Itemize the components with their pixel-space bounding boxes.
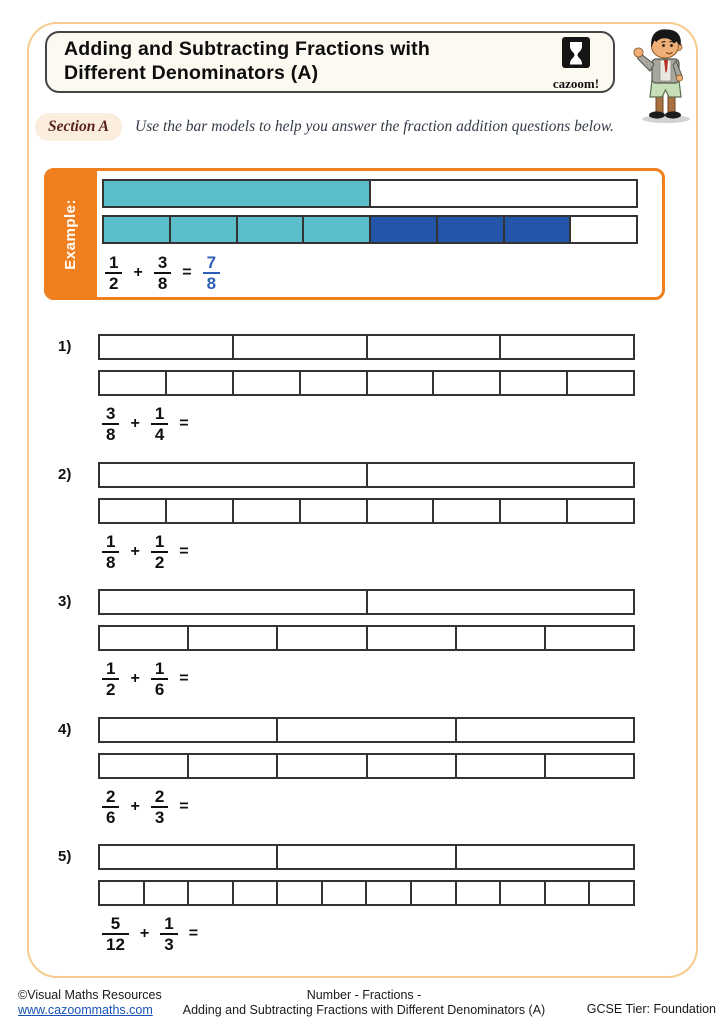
bar-segment-white bbox=[278, 719, 456, 741]
question-bar-bottom bbox=[98, 753, 635, 779]
bar-segment-white bbox=[371, 181, 636, 206]
equals-sign: = bbox=[179, 543, 189, 561]
question-bar-top bbox=[98, 334, 635, 360]
bar-segment-white bbox=[501, 500, 568, 522]
numerator: 5 bbox=[110, 914, 121, 933]
bar-segment-white bbox=[189, 627, 278, 649]
denominator: 2 bbox=[105, 272, 122, 293]
numerator: 7 bbox=[206, 253, 217, 272]
question-bar-top bbox=[98, 844, 635, 870]
bar-segment-white bbox=[100, 464, 368, 486]
section-label: Section A bbox=[35, 113, 122, 141]
denominator: 3 bbox=[160, 933, 177, 954]
logo-wordmark: cazoom! bbox=[552, 76, 600, 91]
bar-segment-white bbox=[568, 500, 633, 522]
footer-topic-line1: Number - Fractions - bbox=[306, 988, 422, 1002]
numerator: 2 bbox=[106, 787, 116, 806]
footer-left bbox=[18, 988, 162, 1019]
fraction-second bbox=[160, 914, 177, 954]
bar-segment-white bbox=[100, 882, 145, 904]
plus-operator: + bbox=[130, 415, 140, 433]
bar-segment-teal bbox=[104, 217, 171, 242]
fraction-second bbox=[151, 659, 168, 699]
equals-sign: = bbox=[188, 925, 199, 943]
fraction-equation bbox=[102, 404, 189, 444]
bar-segment-white bbox=[145, 882, 190, 904]
question-number: 1) bbox=[58, 338, 72, 355]
equals-sign: = bbox=[179, 798, 189, 816]
example-equation bbox=[105, 253, 220, 293]
example-box bbox=[44, 168, 665, 300]
question-2 bbox=[58, 462, 638, 580]
example-tab bbox=[44, 168, 97, 300]
bar-segment-white bbox=[457, 755, 546, 777]
bar-segment-white bbox=[590, 882, 633, 904]
fraction-equation bbox=[102, 659, 189, 699]
bar-segment-white bbox=[189, 755, 278, 777]
numerator: 1 bbox=[154, 404, 165, 423]
denominator: 8 bbox=[102, 551, 119, 572]
footer-topic-line2: Adding and Subtracting Fractions with Different Denominators (A) bbox=[182, 1003, 546, 1018]
question-number: 5) bbox=[58, 848, 72, 865]
denominator: 6 bbox=[151, 678, 168, 699]
fraction-second bbox=[151, 787, 168, 827]
bar-segment-teal bbox=[238, 217, 305, 242]
bar-segment-white bbox=[571, 217, 636, 242]
bar-segment-white bbox=[278, 846, 456, 868]
bar-segment-white bbox=[100, 719, 278, 741]
numerator: 3 bbox=[106, 404, 116, 423]
bar-segment-white bbox=[501, 336, 633, 358]
school-boy-mascot bbox=[626, 28, 698, 124]
fraction-first bbox=[102, 404, 119, 444]
bar-segment-white bbox=[100, 846, 278, 868]
question-bar-bottom bbox=[98, 498, 635, 524]
bar-segment-white bbox=[457, 719, 633, 741]
section-instruction: Use the bar models to help you answer the fraction addition questions below. bbox=[135, 118, 614, 135]
question-bar-top bbox=[98, 717, 635, 743]
bar-segment-white bbox=[368, 336, 502, 358]
bar-segment-teal bbox=[171, 217, 238, 242]
fraction-first bbox=[102, 532, 119, 572]
denominator: 4 bbox=[151, 423, 168, 444]
bar-segment-blue bbox=[438, 217, 505, 242]
question-bar-bottom bbox=[98, 370, 635, 396]
bar-segment-white bbox=[434, 372, 501, 394]
question-bar-top bbox=[98, 462, 635, 488]
hourglass-icon bbox=[559, 37, 593, 73]
plus-operator: + bbox=[139, 925, 150, 943]
fraction-second bbox=[151, 404, 168, 444]
bar-segment-white bbox=[100, 500, 167, 522]
bar-segment-white bbox=[368, 372, 435, 394]
bar-segment-white bbox=[501, 372, 568, 394]
numerator: 1 bbox=[154, 532, 165, 551]
numerator: 2 bbox=[154, 787, 165, 806]
bar-segment-white bbox=[368, 464, 634, 486]
denominator: 2 bbox=[151, 551, 168, 572]
answer-fraction bbox=[203, 253, 220, 293]
fraction-first bbox=[102, 659, 119, 699]
numerator: 1 bbox=[164, 914, 174, 933]
question-number: 2) bbox=[58, 466, 72, 483]
bar-segment-white bbox=[368, 591, 634, 613]
bar-segment-white bbox=[234, 882, 279, 904]
equals-sign: = bbox=[179, 670, 189, 688]
section-header bbox=[35, 113, 614, 141]
fraction-second bbox=[154, 253, 171, 293]
bar-segment-white bbox=[501, 882, 546, 904]
example-bar-bottom bbox=[102, 215, 638, 244]
denominator: 12 bbox=[102, 933, 129, 954]
question-number: 3) bbox=[58, 593, 72, 610]
numerator: 3 bbox=[157, 253, 168, 272]
tier-label: GCSE Tier: Foundation bbox=[586, 1002, 716, 1016]
question-bar-top bbox=[98, 589, 635, 615]
bar-segment-white bbox=[234, 336, 368, 358]
bar-segment-white bbox=[301, 500, 368, 522]
page-title-line1: Adding and Subtracting Fractions with bbox=[64, 38, 430, 61]
bar-segment-white bbox=[278, 882, 323, 904]
plus-operator: + bbox=[130, 670, 140, 688]
bar-segment-blue bbox=[505, 217, 572, 242]
question-bar-bottom bbox=[98, 880, 635, 906]
plus-operator: + bbox=[130, 798, 140, 816]
bar-segment-white bbox=[234, 372, 301, 394]
numerator: 1 bbox=[154, 659, 165, 678]
question-4 bbox=[58, 717, 638, 835]
bar-segment-white bbox=[367, 882, 412, 904]
bar-segment-white bbox=[546, 755, 633, 777]
bar-segment-white bbox=[100, 591, 368, 613]
equals-sign: = bbox=[179, 415, 189, 433]
bar-segment-white bbox=[234, 500, 301, 522]
bar-segment-teal bbox=[104, 181, 371, 206]
question-5 bbox=[58, 844, 638, 962]
bar-segment-white bbox=[368, 627, 457, 649]
plus-operator: + bbox=[133, 264, 143, 282]
bar-segment-blue bbox=[371, 217, 438, 242]
denominator: 8 bbox=[203, 272, 220, 293]
question-1 bbox=[58, 334, 638, 452]
page-title-line2: Different Denominators (A) bbox=[64, 62, 319, 84]
fraction-first bbox=[102, 914, 129, 954]
question-bar-bottom bbox=[98, 625, 635, 651]
numerator: 1 bbox=[106, 532, 116, 551]
question-3 bbox=[58, 589, 638, 707]
copyright-text: ©Visual Maths Resources bbox=[18, 988, 162, 1002]
bar-segment-white bbox=[323, 882, 368, 904]
bar-segment-white bbox=[189, 882, 234, 904]
bar-segment-white bbox=[167, 372, 234, 394]
numerator: 1 bbox=[106, 659, 116, 678]
bar-segment-white bbox=[457, 882, 502, 904]
example-tab-label: Example: bbox=[62, 198, 79, 270]
bar-segment-white bbox=[278, 627, 367, 649]
bar-segment-white bbox=[457, 846, 633, 868]
bar-segment-white bbox=[278, 755, 367, 777]
bar-segment-white bbox=[167, 500, 234, 522]
fraction-equation bbox=[102, 914, 198, 954]
fraction-first bbox=[105, 253, 122, 293]
denominator: 3 bbox=[151, 806, 168, 827]
website-link[interactable]: www.cazoommaths.com bbox=[18, 1003, 153, 1018]
bar-segment-white bbox=[368, 500, 435, 522]
bar-segment-white bbox=[412, 882, 457, 904]
bar-segment-white bbox=[368, 755, 457, 777]
bar-segment-white bbox=[546, 627, 633, 649]
bar-segment-white bbox=[568, 372, 633, 394]
worksheet-title-box bbox=[45, 31, 615, 93]
cazoom-logo bbox=[549, 37, 603, 92]
bar-segment-white bbox=[100, 627, 189, 649]
denominator: 8 bbox=[102, 423, 119, 444]
bar-segment-white bbox=[546, 882, 591, 904]
equals-sign: = bbox=[182, 264, 192, 282]
fraction-equation bbox=[102, 787, 189, 827]
numerator: 1 bbox=[109, 253, 119, 272]
footer-center bbox=[168, 988, 560, 1019]
example-bar-top bbox=[102, 179, 638, 208]
bar-segment-white bbox=[434, 500, 501, 522]
page-title bbox=[64, 38, 430, 86]
question-number: 4) bbox=[58, 721, 72, 738]
denominator: 2 bbox=[102, 678, 119, 699]
bar-segment-white bbox=[301, 372, 368, 394]
plus-operator: + bbox=[130, 543, 140, 561]
fraction-first bbox=[102, 787, 119, 827]
bar-segment-white bbox=[457, 627, 546, 649]
bar-segment-white bbox=[100, 755, 189, 777]
bar-segment-white bbox=[100, 372, 167, 394]
bar-segment-teal bbox=[304, 217, 371, 242]
denominator: 6 bbox=[102, 806, 119, 827]
denominator: 8 bbox=[154, 272, 171, 293]
fraction-second bbox=[151, 532, 168, 572]
bar-segment-white bbox=[100, 336, 234, 358]
fraction-equation bbox=[102, 532, 189, 572]
